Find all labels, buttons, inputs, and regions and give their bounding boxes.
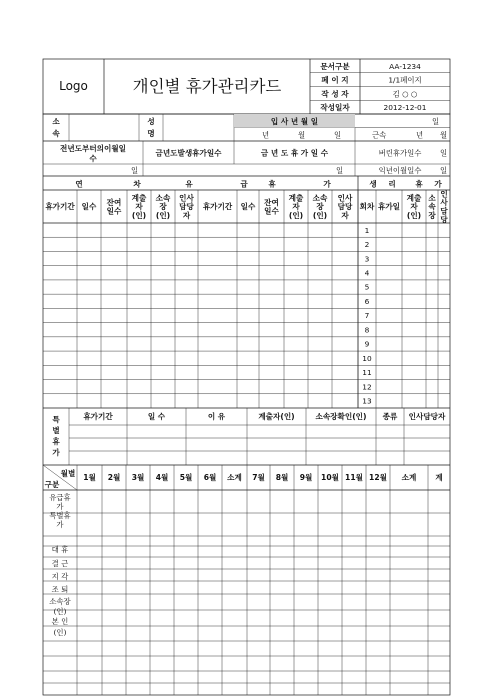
name-label: 성 — [147, 117, 155, 126]
annual-col-5: 인사 — [179, 193, 194, 203]
svg-text:리: 리 — [388, 179, 396, 189]
self-seal-row-label: 본 인 — [51, 617, 69, 626]
special-leave-row-label: 특별휴 — [49, 511, 71, 520]
annual-col-8: 잔여 — [264, 197, 279, 207]
month-col-14: 계 — [435, 473, 443, 483]
svg-text:사: 사 — [440, 197, 448, 207]
dept-label: 소 — [52, 117, 60, 126]
join-date-label: 입 사 년 월 일 — [270, 117, 319, 126]
service-label: 근속 — [372, 130, 387, 140]
svg-text:자: 자 — [135, 202, 143, 212]
physio-col-3: 소 — [428, 193, 436, 203]
svg-text:담당: 담당 — [179, 202, 194, 212]
svg-text:일: 일 — [440, 166, 448, 175]
svg-text:(인): (인) — [406, 210, 422, 220]
physio-round-3: 3 — [364, 254, 370, 264]
early-leave-row-label: 조 퇴 — [51, 585, 69, 594]
svg-text:자: 자 — [341, 210, 349, 220]
svg-text:휴: 휴 — [415, 179, 423, 189]
svg-text:휴: 휴 — [268, 179, 276, 189]
svg-text:일: 일 — [334, 130, 342, 140]
special-leave-side-label: 특 — [52, 415, 60, 424]
svg-text:담: 담 — [440, 206, 448, 216]
svg-text:가: 가 — [434, 179, 442, 189]
annual-col-1: 일수 — [81, 202, 97, 212]
svg-text:일: 일 — [440, 148, 448, 158]
month-col-6: 소계 — [227, 473, 242, 483]
svg-text:월: 월 — [298, 130, 306, 140]
physio-round-9: 9 — [364, 339, 370, 349]
monthly-corner-top: 월별 — [60, 469, 76, 478]
svg-text:속: 속 — [52, 129, 60, 138]
date-value: 2012-12-01 — [383, 103, 427, 112]
writer-value: 김 ○ ○ — [392, 89, 418, 99]
holiday-row-label: 대 휴 — [51, 545, 69, 554]
logo: Logo — [59, 79, 88, 93]
prev-year-days-label: 전년도부터의이월일 — [59, 144, 127, 153]
annual-col-10: 소속 — [312, 193, 328, 203]
physio-round-7: 7 — [364, 311, 370, 321]
month-col-8: 8월 — [275, 473, 289, 483]
svg-text:가: 가 — [56, 502, 64, 511]
svg-text:가: 가 — [323, 179, 331, 189]
physio-round-2: 2 — [364, 240, 370, 250]
month-col-4: 5월 — [179, 473, 193, 483]
svg-text:장: 장 — [159, 202, 167, 212]
svg-text:수: 수 — [89, 154, 97, 163]
annual-col-3: 계출 — [131, 193, 147, 203]
special-col-2: 이 유 — [207, 412, 226, 422]
physio-round-8: 8 — [364, 325, 370, 335]
month-col-13: 소계 — [401, 473, 417, 483]
manager-seal-row-label: 소속장 — [49, 597, 71, 606]
month-col-10: 10월 — [321, 473, 339, 483]
svg-text:속: 속 — [428, 202, 436, 212]
page-title: 개인별 휴가관리카드 — [132, 77, 282, 96]
annual-col-11: 인사 — [337, 193, 353, 203]
this-year-days-label: 금년도발생휴가일수 — [155, 148, 222, 158]
annual-col-2: 잔여 — [106, 197, 122, 207]
this-year-total-label: 금 년 도 휴 가 일 수 — [260, 148, 329, 158]
svg-text:가: 가 — [52, 448, 60, 457]
monthly-summary-table — [43, 465, 450, 695]
annual-col-6: 휴가기간 — [202, 202, 233, 212]
next-year-days-label: 익년이월일수 — [378, 166, 422, 175]
month-col-0: 1월 — [83, 473, 96, 483]
month-col-7: 7월 — [252, 473, 265, 483]
svg-text:자: 자 — [292, 202, 300, 212]
month-col-11: 11월 — [345, 473, 363, 483]
svg-text:당: 당 — [440, 215, 448, 225]
month-col-3: 4월 — [155, 473, 169, 483]
svg-text:일: 일 — [336, 166, 344, 175]
svg-text:명: 명 — [147, 129, 155, 138]
svg-text:급: 급 — [240, 179, 248, 189]
svg-text:담당: 담당 — [337, 202, 353, 212]
month-col-2: 3월 — [131, 473, 145, 483]
physio-round-13: 13 — [362, 396, 372, 406]
special-leave-table — [43, 408, 450, 465]
writer-label: 작 성 자 — [321, 89, 349, 99]
svg-text:장: 장 — [428, 210, 436, 220]
svg-text:년: 년 — [262, 130, 270, 140]
svg-text:생: 생 — [369, 179, 377, 189]
physio-round-10: 10 — [362, 353, 372, 363]
physio-round-1: 1 — [364, 225, 370, 235]
page-value: 1/1페이지 — [388, 75, 422, 85]
absence-row-label: 결 근 — [51, 559, 69, 568]
svg-text:년: 년 — [416, 130, 424, 140]
date-label: 작성일자 — [320, 103, 350, 112]
annual-leave-table — [43, 176, 450, 408]
svg-text:유: 유 — [185, 179, 193, 189]
physio-round-11: 11 — [362, 368, 372, 378]
discarded-days-label: 버린휴가일수 — [378, 148, 422, 158]
doc-type-label: 문서구분 — [320, 62, 350, 71]
svg-text:장: 장 — [316, 202, 324, 212]
physio-round-12: 12 — [362, 382, 372, 392]
physio-round-6: 6 — [364, 296, 370, 306]
annual-col-9: 계출 — [288, 193, 304, 203]
main-frame — [43, 114, 450, 695]
svg-text:연: 연 — [75, 179, 83, 189]
month-col-12: 12월 — [369, 473, 387, 483]
special-col-4: 소속장확인(인) — [315, 412, 367, 422]
paid-leave-row-label: 유급휴 — [49, 493, 71, 502]
svg-text:자: 자 — [410, 202, 418, 212]
svg-text:월: 월 — [440, 130, 448, 140]
annual-col-7: 일수 — [240, 202, 256, 212]
physio-col-1: 휴가일 — [377, 202, 401, 212]
special-col-3: 계출자(인) — [258, 412, 295, 422]
svg-text:(인): (인) — [53, 628, 67, 637]
info-block — [43, 114, 450, 176]
physio-col-4: 인 — [440, 189, 448, 199]
svg-text:차: 차 — [133, 179, 141, 189]
annual-col-4: 소속 — [155, 193, 171, 203]
special-col-1: 일 수 — [147, 412, 166, 422]
month-col-5: 6월 — [203, 473, 217, 483]
svg-text:별: 별 — [52, 426, 60, 435]
physio-col-2: 계출 — [406, 193, 422, 203]
page-label: 페 이 지 — [321, 75, 349, 85]
annual-col-0: 휴가기간 — [45, 202, 75, 212]
svg-text:일수: 일수 — [106, 206, 122, 216]
month-col-1: 2월 — [107, 473, 121, 483]
svg-text:(인): (인) — [312, 210, 328, 220]
special-col-0: 휴가기간 — [83, 412, 113, 422]
svg-text:자: 자 — [182, 210, 191, 220]
month-col-9: 9월 — [299, 473, 313, 483]
special-col-5: 종류 — [382, 412, 398, 422]
physio-round-5: 5 — [364, 282, 370, 292]
doc-type-value: AA-1234 — [389, 62, 421, 71]
svg-text:(인): (인) — [288, 210, 304, 220]
svg-text:가: 가 — [56, 520, 64, 529]
late-row-label: 지 각 — [51, 572, 69, 581]
svg-text:일수: 일수 — [264, 206, 279, 216]
physio-col-0: 회차 — [359, 202, 375, 212]
svg-text:(인): (인) — [131, 210, 147, 220]
physio-round-4: 4 — [364, 268, 370, 278]
special-col-6: 인사담당자 — [408, 412, 446, 422]
svg-text:(인): (인) — [155, 210, 171, 220]
day-unit: 일 — [432, 117, 440, 126]
svg-text:일: 일 — [131, 166, 139, 175]
monthly-corner-bottom: 구분 — [44, 480, 60, 489]
svg-text:휴: 휴 — [52, 437, 60, 446]
svg-text:(인): (인) — [53, 607, 67, 616]
